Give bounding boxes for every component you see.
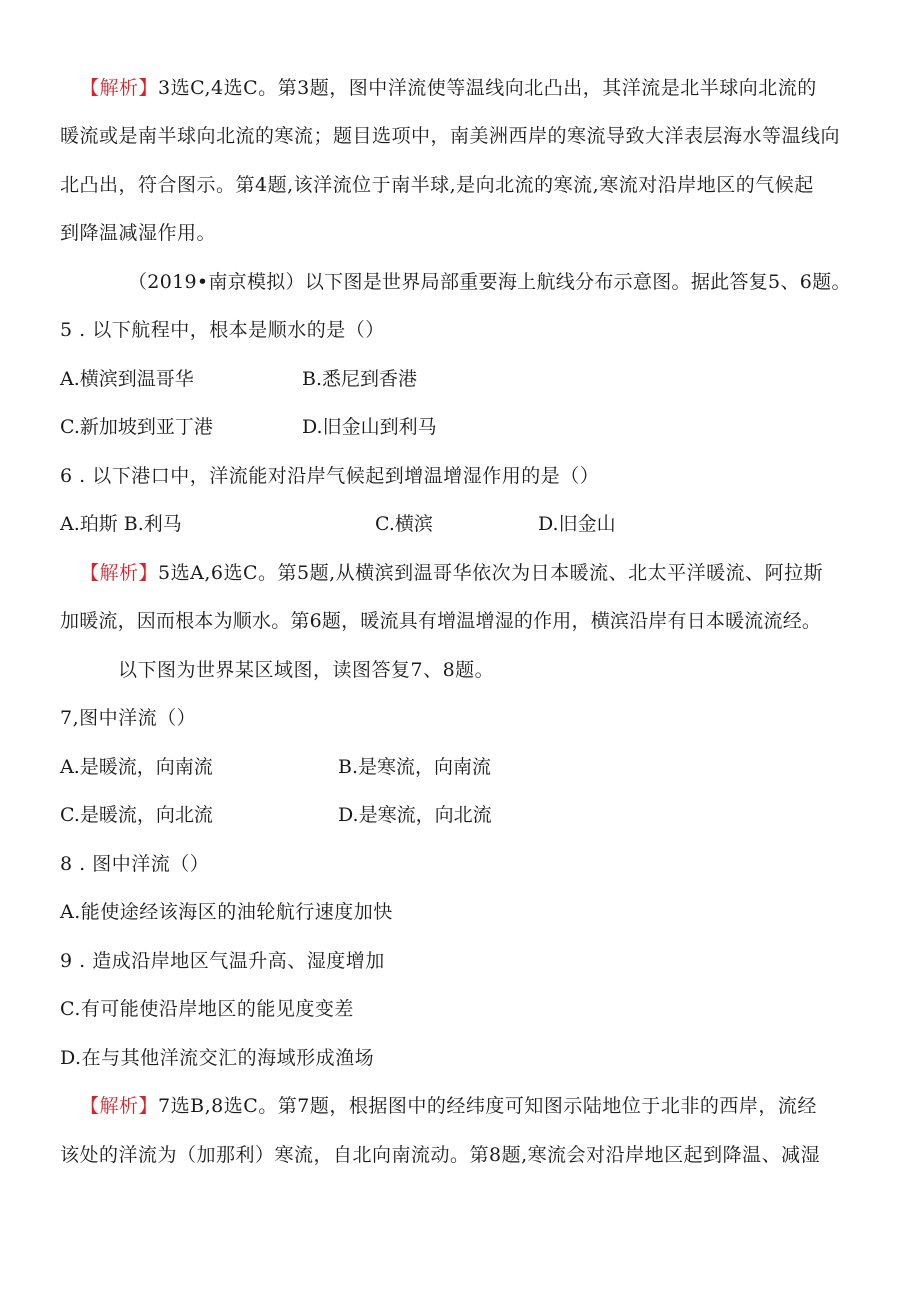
analysis-paragraph-1-line-2: 暖流或是南半球向北流的寒流；题目选项中，南美洲西岸的寒流导致大洋表层海水等温线向 xyxy=(60,125,841,147)
intro-questions-7-8: 以下图为世界某区域图，读图答复7、8题。 xyxy=(118,659,495,681)
analysis-paragraph-2-line-1 xyxy=(80,559,823,587)
question-8-option-b: 9 . 造成沿岸地区气温升高、湿度增加 xyxy=(60,950,385,972)
question-6-option-d: D.旧金山 xyxy=(538,513,616,535)
question-8-option-c: C.有可能使沿岸地区的能见度变差 xyxy=(60,998,354,1020)
question-8-option-d: D.在与其他洋流交汇的海域形成渔场 xyxy=(60,1047,375,1069)
analysis-text: 5选A,6选C。第5题,从横滨到温哥华依次为日本暖流、北太平洋暖流、阿拉斯 xyxy=(158,562,824,584)
question-5-stem: 5 . 以下航程中，根本是顺水的是（） xyxy=(60,319,385,341)
question-5-option-a: A.横滨到温哥华 xyxy=(60,368,194,390)
question-5-option-c: C.新加坡到亚丁港 xyxy=(60,416,213,438)
analysis-tag: 【解析】 xyxy=(80,562,159,584)
analysis-paragraph-3-line-1 xyxy=(80,1092,817,1120)
analysis-paragraph-2-line-2: 加暖流，因而根本为顺水。第6题，暖流具有增温增湿的作用，横滨沿岸有日本暖流流经。 xyxy=(60,610,822,632)
analysis-tag: 【解析】 xyxy=(80,1095,159,1117)
question-6-option-ab: A.珀斯 B.利马 xyxy=(60,513,182,535)
analysis-paragraph-3-line-2: 该处的洋流为（加那利）寒流，自北向南流动。第8题,寒流会对沿岸地区起到降温、减湿 xyxy=(60,1144,821,1166)
question-5-option-d: D.旧金山到利马 xyxy=(302,416,437,438)
question-6-stem: 6 . 以下港口中，洋流能对沿岸气候起到增温增湿作用的是（） xyxy=(60,465,600,487)
analysis-text: 3选C,4选C。第3题，图中洋流使等温线向北凸出，其洋流是北半球向北流的 xyxy=(158,77,817,99)
analysis-paragraph-1-line-1 xyxy=(80,74,817,102)
question-8-option-a: A.能使途经该海区的油轮航行速度加快 xyxy=(60,901,393,923)
analysis-tag: 【解析】 xyxy=(80,77,159,99)
question-7-option-a: A.是暖流，向南流 xyxy=(60,756,213,778)
analysis-text: 7选B,8选C。第7题，根据图中的经纬度可知图示陆地位于北非的西岸，流经 xyxy=(158,1095,817,1117)
analysis-paragraph-1-line-3: 北凸出，符合图示。第4题,该洋流位于南半球,是向北流的寒流,寒流对沿岸地区的气候起 xyxy=(60,174,814,196)
question-7-option-b: B.是寒流，向南流 xyxy=(338,756,492,778)
intro-questions-5-6: （2019•南京模拟）以下图是世界局部重要海上航线分布示意图。据此答复5、6题。 xyxy=(128,271,851,293)
analysis-paragraph-1-line-4: 到降温减湿作用。 xyxy=(60,222,217,244)
question-7-option-c: C.是暖流，向北流 xyxy=(60,804,213,826)
question-6-option-c: C.横滨 xyxy=(375,513,433,535)
question-7-option-d: D.是寒流，向北流 xyxy=(338,804,492,826)
question-5-option-b: B.悉尼到香港 xyxy=(302,368,418,390)
question-8-stem: 8 . 图中洋流（） xyxy=(60,853,210,875)
question-7-stem: 7,图中洋流（） xyxy=(60,707,197,729)
